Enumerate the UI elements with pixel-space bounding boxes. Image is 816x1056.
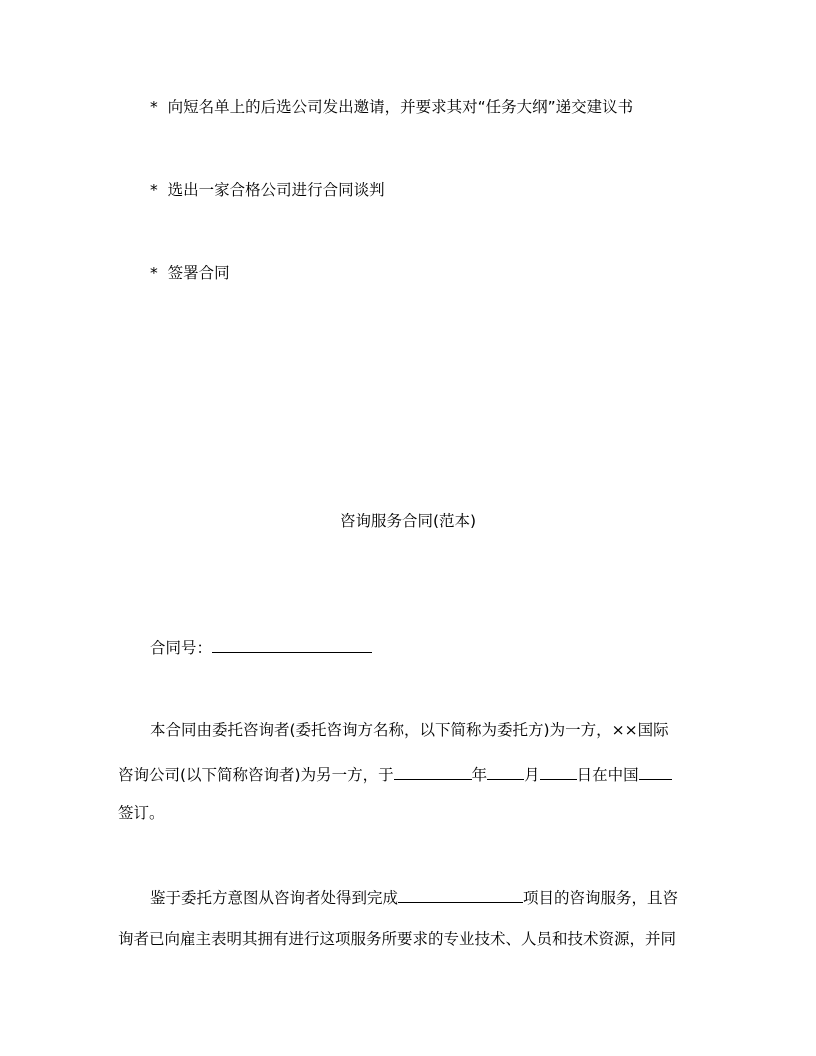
bullet-marker: *	[150, 181, 158, 199]
para2-line1-text-b: 项目的咨询服务，且咨	[523, 889, 679, 907]
month-blank	[487, 763, 524, 780]
para2-line1	[150, 886, 678, 908]
bullet-text: 向短名单上的后选公司发出邀请，并要求其对“任务大纲”递交建议书	[167, 98, 634, 116]
para1-line1: 本合同由委托咨询者(委托咨询方名称，以下简称为委托方)为一方，××国际	[150, 721, 669, 739]
para1-line3: 签订。	[118, 804, 165, 822]
bullet-marker: *	[150, 264, 158, 282]
contract-number-blank	[212, 636, 372, 653]
year-label: 年	[471, 766, 488, 784]
para1-line2-text: 咨询公司(以下简称咨询者)为另一方，于	[118, 766, 394, 784]
para1-line2	[118, 763, 672, 785]
contract-number-label: 合同号：	[150, 639, 213, 657]
bullet-text: 签署合同	[167, 264, 230, 282]
bullet-item	[150, 180, 385, 200]
month-label: 月	[524, 766, 540, 784]
contract-number-row	[150, 636, 372, 658]
day-location-label: 日在中国	[576, 766, 639, 784]
day-blank	[540, 763, 577, 780]
bullet-item	[150, 263, 230, 283]
para2-line2: 询者已向雇主表明其拥有进行这项服务所要求的专业技术、人员和技术资源，并同	[118, 930, 677, 948]
bullet-marker: *	[150, 98, 158, 116]
para2-line1-text-a: 鉴于委托方意图从咨询者处得到完成	[150, 889, 399, 907]
location-blank	[639, 763, 672, 780]
bullet-text: 选出一家合格公司进行合同谈判	[167, 181, 385, 199]
project-blank	[398, 886, 523, 903]
year-blank	[394, 763, 472, 780]
contract-title: 咨询服务合同(范本)	[339, 512, 477, 530]
bullet-item	[150, 97, 633, 117]
